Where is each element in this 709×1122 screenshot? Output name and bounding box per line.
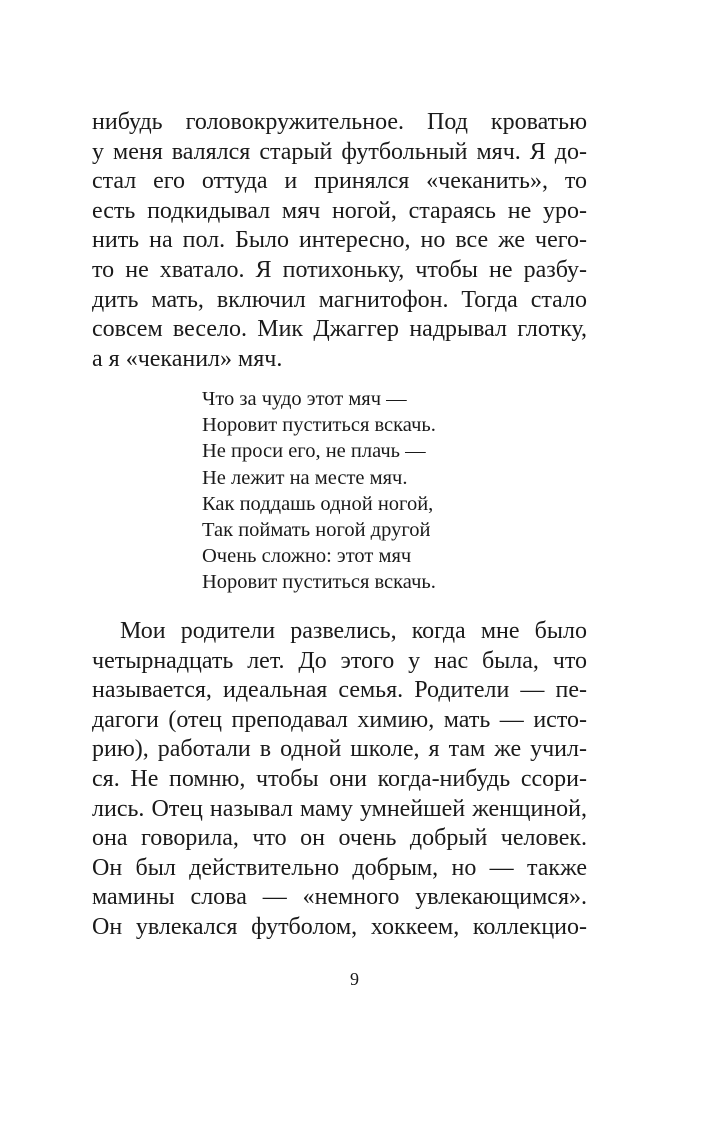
poem-line: Очень сложно: этот мяч (202, 545, 412, 568)
poem-verse (202, 386, 522, 596)
poem-line: Не проси его, не плачь — (202, 440, 426, 463)
text-line: лись. Отец называл маму умнейшей женщиной, (92, 795, 587, 822)
poem-line: Так поймать ногой другой (202, 518, 431, 541)
page-number: 9 (350, 969, 359, 989)
text-line: есть подкидывал мяч ногой, стараясь не уро- (92, 197, 587, 224)
text-line: нить на пол. Было интересно, но все же чего- (92, 227, 587, 254)
poem-line: Норовит пуститься вскачь. (202, 414, 436, 437)
text-line: рию), работали в одной школе, я там же учил- (92, 736, 587, 763)
text-line: Он был действительно добрым, но — также (92, 854, 587, 881)
text-line: у меня валялся старый футбольный мяч. Я до- (92, 138, 587, 165)
text-line: четырнадцать лет. До этого у нас была, что (92, 647, 587, 674)
text-line: совсем весело. Мик Джаггер надрывал глотку, (92, 316, 587, 343)
poem-line: Не лежит на месте мяч. (202, 466, 408, 489)
text-line: ся. Не помню, чтобы они когда-нибудь ссори- (92, 765, 587, 792)
text-line: мамины слова — «немного увлекающимся». (92, 884, 587, 911)
text-line: стал его оттуда и принялся «чеканить», то (92, 168, 587, 195)
text-line: дагоги (отец преподавал химию, мать — исто- (92, 706, 587, 733)
poem-line: Как поддашь одной ногой, (202, 492, 434, 515)
text-line: дить мать, включил магнитофон. Тогда стало (92, 286, 587, 313)
text-line: она говорила, что он очень добрый человек. (92, 825, 587, 852)
paragraph-parents (92, 617, 587, 943)
text-line: Он увлекался футболом, хоккеем, коллекцио- (92, 913, 587, 940)
text-line: называется, идеальная семья. Родители — пе- (92, 677, 587, 704)
text-line: Мои родители развелись, когда мне было (120, 618, 587, 644)
poem-line: Что за чудо этот мяч — (202, 388, 407, 410)
paragraph-continued (92, 108, 587, 374)
text-line: то не хватало. Я потихоньку, чтобы не разбу- (92, 256, 587, 283)
poem-line: Норовит пуститься вскачь. (202, 571, 436, 594)
text-line: а я «чеканил» мяч. (92, 345, 283, 372)
text-line: нибудь головокружительное. Под кроватью (92, 109, 587, 135)
